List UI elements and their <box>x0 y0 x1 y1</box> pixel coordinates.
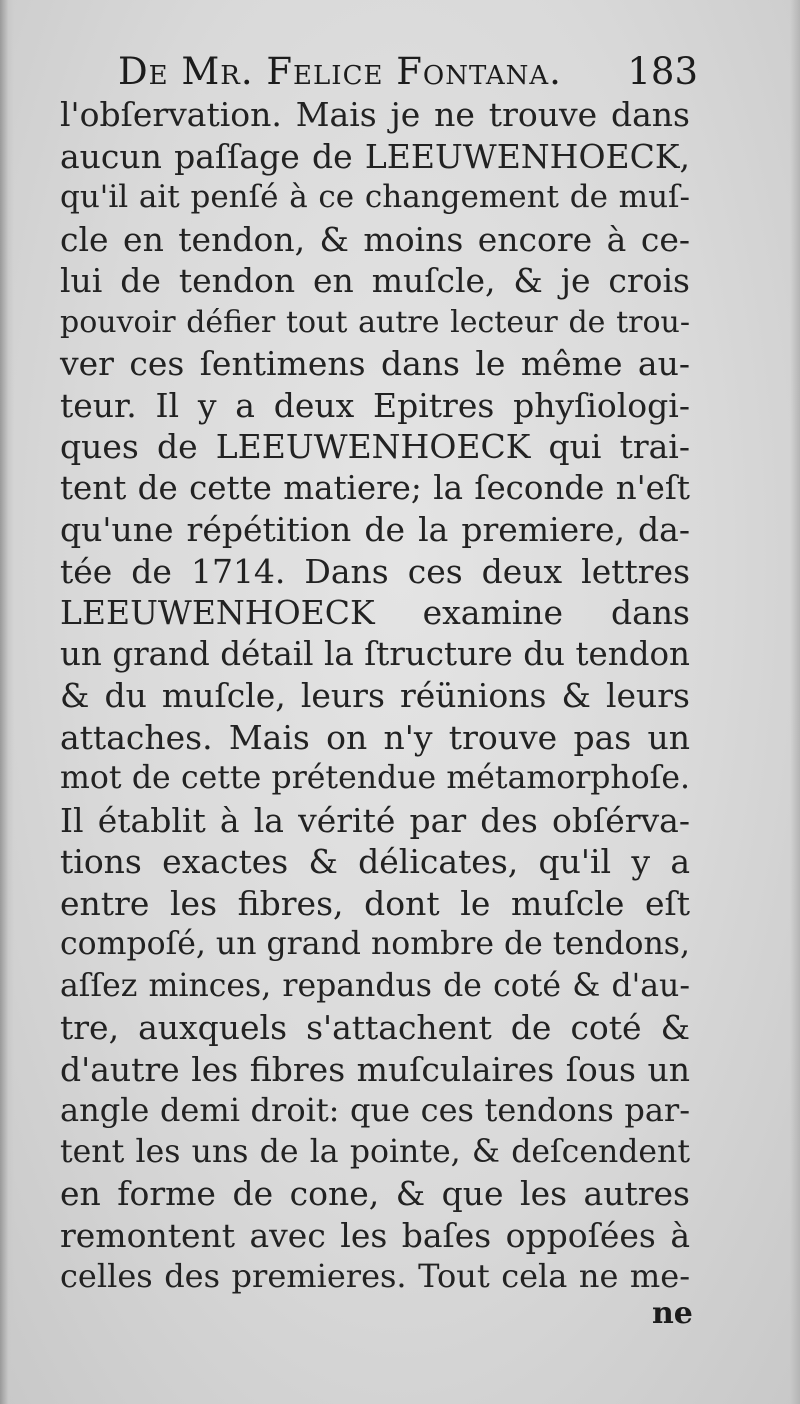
text-line: en forme de cone, & que les autres <box>60 1174 690 1213</box>
text-line: d'autre les fibres muſculaires ſous un <box>60 1049 690 1089</box>
text-line: tions exactes & délicates, qu'il y a <box>60 842 690 881</box>
text-line: LEEUWENHOECK examine dans <box>60 593 690 632</box>
text-line: aucun paſſage de LEEUWENHOECK, <box>60 136 690 176</box>
text-line: un grand détail la ſtructure du tendon <box>60 634 690 673</box>
text-line: cle en tendon, & moins encore à ce- <box>60 219 690 259</box>
text-line: ques de LEEUWENHOECK qui trai- <box>60 427 690 466</box>
text-line: teur. Il y a deux Epitres phyſiologi- <box>60 385 690 425</box>
running-head <box>118 44 698 100</box>
page-edge-shadow <box>790 0 800 1404</box>
text-line: lui de tendon en muſcle, & je crois <box>60 261 690 300</box>
page-gutter-shadow <box>0 0 14 1404</box>
text-line: attaches. Mais on n'y trouve pas un <box>60 717 690 757</box>
text-line: tée de 1714. Dans ces deux lettres <box>60 551 690 591</box>
text-line: compoſé, un grand nombre de tendons, <box>60 926 690 962</box>
text-line: entre les fibres, dont le muſcle eſt <box>60 883 690 923</box>
text-line: mot de cette prétendue métamorphoſe. <box>60 760 690 796</box>
text-line: tre, auxquels s'attachent de coté & <box>60 1008 690 1047</box>
text-line: & du muſcle, leurs réünions & leurs <box>60 676 690 715</box>
text-line: angle demi droit: que ces tendons par- <box>60 1091 690 1129</box>
text-line: tent de cette matiere; la ſeconde n'eſt <box>60 468 690 507</box>
text-line: qu'une répétition de la premiere, da- <box>60 510 690 549</box>
text-line: aſſez minces, repandus de coté & d'au- <box>60 967 690 1004</box>
page-number: 183 <box>627 50 698 93</box>
text-line: pouvoir défier tout autre lecteur de trou- <box>60 304 690 340</box>
text-line: celles des premieres. Tout cela ne me- <box>60 1257 690 1295</box>
text-line: remontent avec les baſes oppoſées à <box>60 1215 690 1255</box>
body-text <box>60 94 690 1298</box>
text-line: l'obſervation. Mais je ne trouve dans <box>60 95 690 134</box>
text-line: qu'il ait penſé à ce changement de muſ- <box>60 179 690 215</box>
text-line: Il établit à la vérité par des obſérva- <box>60 800 690 840</box>
catchword: ne <box>652 1296 693 1331</box>
text-line: ver ces ſentimens dans le même au- <box>60 344 690 383</box>
running-title: De Mr. Felice Fontana. <box>118 50 562 93</box>
text-line: tent les uns de la pointe, & deſcendent <box>60 1133 690 1170</box>
